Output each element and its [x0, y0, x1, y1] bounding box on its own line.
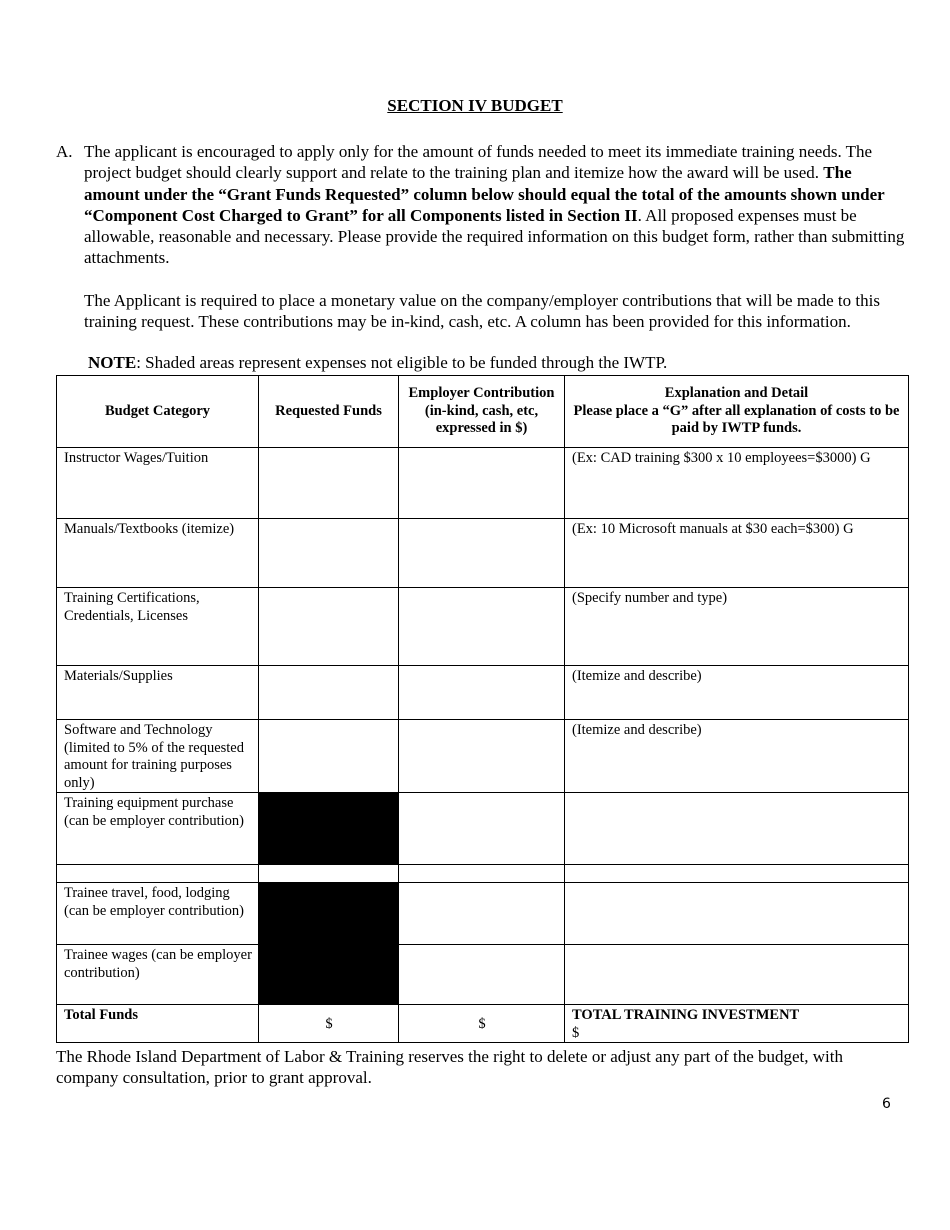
employer-contribution-cell[interactable]	[399, 720, 565, 793]
header-explanation-line-1: Explanation and Detail	[664, 385, 809, 402]
explanation-cell[interactable]: (Itemize and describe)	[565, 720, 909, 793]
header-explanation-line-2: Please place a “G” after all explanation of costs to be paid by IWTP funds.	[573, 402, 900, 437]
table-row	[57, 720, 909, 793]
explanation-cell[interactable]	[565, 865, 909, 883]
shaded-ineligible-cell	[259, 945, 399, 1005]
total-investment-cell[interactable]	[565, 1005, 909, 1043]
explanation-cell[interactable]: (Itemize and describe)	[565, 666, 909, 720]
row-category: Trainee travel, food, lodging (can be employer contribution)	[57, 883, 259, 945]
explanation-cell[interactable]	[565, 945, 909, 1005]
explanation-cell[interactable]: (Ex: CAD training $300 x 10 employees=$3000) G	[565, 448, 909, 519]
contribution-instructions: The Applicant is required to place a monetary value on the company/employer contributions that will be made to this training request. These contributions may be in-kind, cash, etc. A column has been provided for this information.	[84, 291, 880, 332]
employer-contribution-cell[interactable]	[399, 793, 565, 865]
total-investment-label: TOTAL TRAINING INVESTMENT	[572, 1007, 800, 1023]
row-category: Manuals/Textbooks (itemize)	[57, 519, 259, 588]
footer-disclaimer: The Rhode Island Department of Labor & Training reserves the right to delete or adjust any part of the budget, with company consultation, prior to grant approval.	[56, 1047, 843, 1088]
instructions-bold-text: The amount under the “Grant Funds Requested” column below should equal the total of the amounts shown under “Component Cost Charged to Grant” for all Components listed in Section II	[84, 163, 885, 225]
shaded-ineligible-cell	[259, 883, 399, 945]
table-row	[57, 883, 909, 945]
row-category: Instructor Wages/Tuition	[57, 448, 259, 519]
explanation-cell[interactable]: (Ex: 10 Microsoft manuals at $30 each=$300) G	[565, 519, 909, 588]
employer-contribution-cell[interactable]	[399, 519, 565, 588]
table-row	[57, 448, 909, 519]
explanation-cell[interactable]: (Specify number and type)	[565, 588, 909, 666]
table-row	[57, 666, 909, 720]
row-category: Materials/Supplies	[57, 666, 259, 720]
requested-funds-cell[interactable]	[259, 448, 399, 519]
employer-contribution-cell[interactable]	[399, 588, 565, 666]
row-category: Software and Technology (limited to 5% of the requested amount for training purposes only)	[57, 720, 259, 793]
employer-contribution-cell[interactable]	[399, 945, 565, 1005]
table-row-spacer	[57, 865, 909, 883]
table-row	[57, 945, 909, 1005]
total-employer-cell[interactable]: $	[399, 1005, 565, 1043]
note-text: : Shaded areas represent expenses not eligible to be funded through the IWTP.	[136, 353, 668, 372]
header-budget-category: Budget Category	[57, 376, 259, 448]
table-header-row	[57, 376, 909, 448]
total-row	[57, 1005, 909, 1043]
instructions-paragraph-b	[56, 290, 906, 333]
explanation-cell[interactable]	[565, 883, 909, 945]
table-row	[57, 793, 909, 865]
row-category: Trainee wages (can be employer contribution)	[57, 945, 259, 1005]
requested-funds-cell[interactable]	[259, 720, 399, 793]
row-category	[57, 865, 259, 883]
shading-note	[88, 353, 667, 373]
requested-funds-cell[interactable]	[259, 519, 399, 588]
total-requested-cell[interactable]: $	[259, 1005, 399, 1043]
table-row	[57, 519, 909, 588]
explanation-cell[interactable]	[565, 793, 909, 865]
employer-contribution-cell[interactable]	[399, 865, 565, 883]
header-explanation	[565, 376, 909, 448]
requested-funds-cell[interactable]	[259, 588, 399, 666]
shaded-ineligible-cell	[259, 793, 399, 865]
employer-contribution-cell[interactable]	[399, 883, 565, 945]
table-row	[57, 588, 909, 666]
list-marker: A.	[56, 142, 73, 161]
header-requested-funds: Requested Funds	[259, 376, 399, 448]
header-employer-line-1: Employer Contribution	[408, 385, 555, 402]
requested-funds-cell[interactable]	[259, 666, 399, 720]
instructions-text-1: The applicant is encouraged to apply only for the amount of funds needed to meet its immediate training needs. The project budget should clearly support and relate to the training plan and itemize how the award will be used.	[84, 142, 873, 183]
budget-table	[56, 375, 909, 1043]
instructions-paragraph-a	[56, 141, 906, 269]
employer-contribution-cell[interactable]	[399, 448, 565, 519]
instructions-text-2: . All proposed expenses must be allowable, reasonable and necessary. Please provide the required information on this budget form, rather than submitting attachments.	[84, 205, 905, 268]
requested-funds-cell[interactable]	[259, 865, 399, 883]
header-employer-line-2: (in-kind, cash, etc, expressed in $)	[424, 402, 539, 437]
note-label: NOTE	[88, 353, 137, 372]
section-title: SECTION IV BUDGET	[387, 96, 563, 115]
page-number: 6	[882, 1096, 891, 1112]
row-category: Training Certifications, Credentials, Licenses	[57, 588, 259, 666]
employer-contribution-cell[interactable]	[399, 666, 565, 720]
total-funds-label: Total Funds	[57, 1005, 259, 1043]
total-investment-value: $	[572, 1024, 580, 1041]
row-category: Training equipment purchase (can be employer contribution)	[57, 793, 259, 865]
header-employer-contribution	[399, 376, 565, 448]
